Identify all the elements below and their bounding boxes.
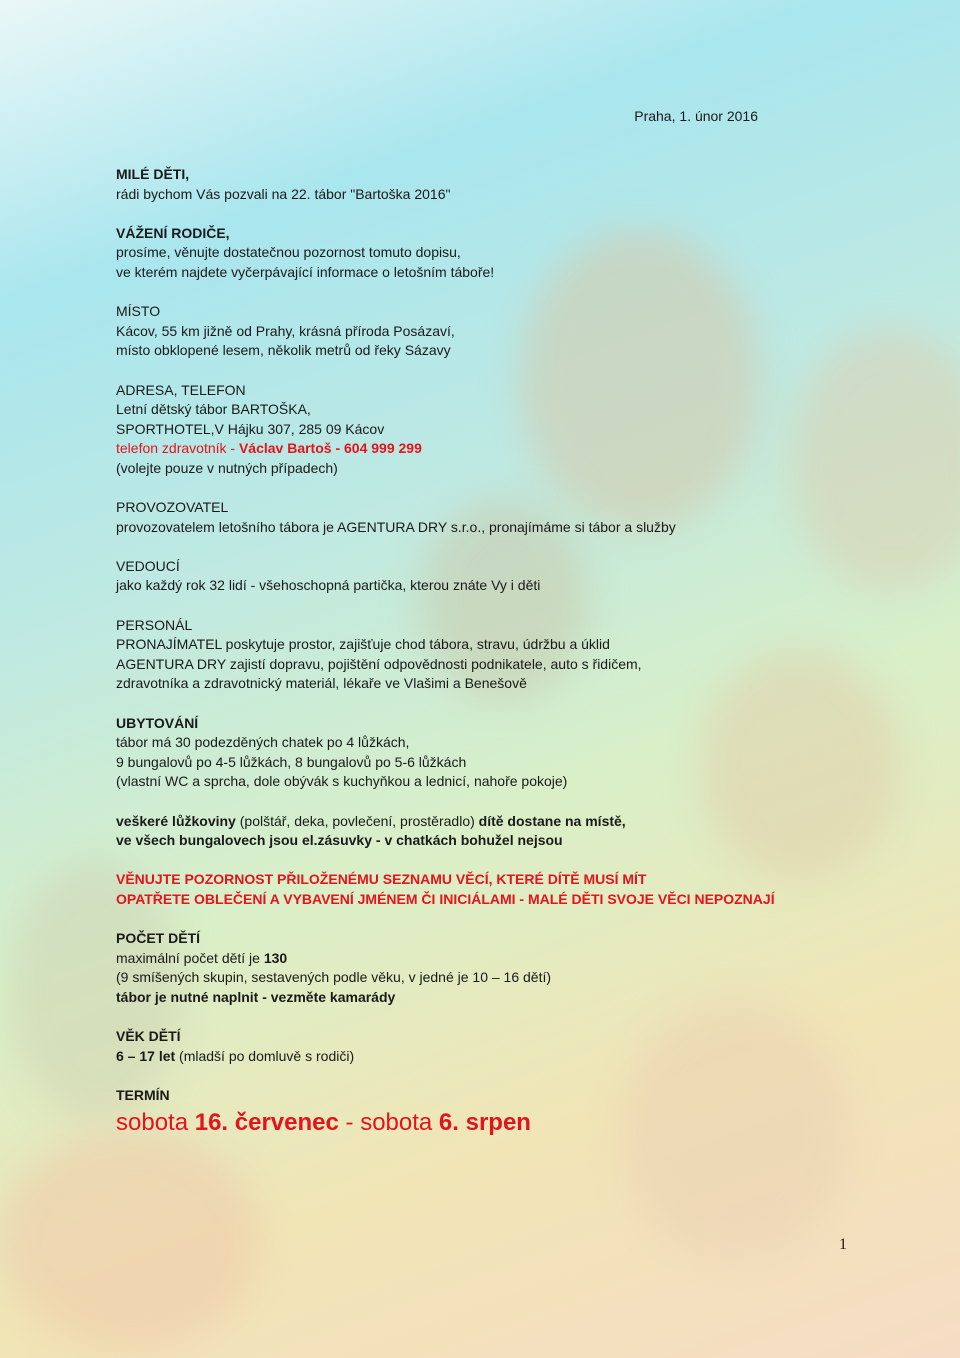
section-heading-adresa: ADRESA, TELEFON xyxy=(116,381,246,398)
face-shape xyxy=(0,1130,260,1350)
section-heading-vek: VĚK DĚTÍ xyxy=(116,1028,181,1045)
vek-range: 6 – 17 let xyxy=(116,1047,176,1064)
pocet-text: maximální počet dětí je xyxy=(116,949,264,966)
termin-dates xyxy=(116,1106,896,1140)
warning-line: VĚNUJTE POZORNOST PŘILOŽENÉMU SEZNAMU VĚCÍ, KTERÉ DÍTĚ MUSÍ MÍT xyxy=(116,871,647,888)
letter-date: Praha, 1. únor 2016 xyxy=(634,108,758,124)
pocet-line: (9 smíšených skupin, sestavených podle věku, v jedné je 10 – 16 dětí) xyxy=(116,969,552,986)
misto-line: Kácov, 55 km jižně od Prahy, krásná příroda Posázaví, xyxy=(116,322,455,339)
address-line: Letní dětský tábor BARTOŠKA, xyxy=(116,401,311,418)
section-heading-ubytovani: UBYTOVÁNÍ xyxy=(116,714,199,731)
parents-line: ve kterém najdete vyčerpávající informace o letošním táboře! xyxy=(116,263,495,280)
section-heading-termin: TERMÍN xyxy=(116,1086,170,1103)
ubytovani-line: (vlastní WC a sprcha, dole obývák s kuchyňkou a lednicí, nahoře pokoje) xyxy=(116,773,568,790)
section-heading-personal: PERSONÁL xyxy=(116,616,193,633)
personal-line: zdravotníka a zdravotnický materiál, lékaře ve Vlašimi a Benešově xyxy=(116,675,527,692)
vek-line xyxy=(116,1047,896,1067)
parents-heading: VÁŽENÍ RODIČE, xyxy=(116,224,230,241)
address-line: SPORTHOTEL,V Hájku 307, 285 09 Kácov xyxy=(116,420,385,437)
pocet-line: tábor je nutné naplnit - vezměte kamarády xyxy=(116,988,396,1005)
sockets-line: ve všech bungalovech jsou el.zásuvky - v chatkách bohužel nejsou xyxy=(116,832,563,849)
bedding-bold: dítě dostane na místě, xyxy=(478,812,626,829)
vek-note: (mladší po domluvě s rodiči) xyxy=(175,1047,355,1064)
misto-line: místo obklopené lesem, několik metrů od řeky Sázavy xyxy=(116,342,451,359)
ubytovani-line: tábor má 30 podezděných chatek po 4 lůžkách, xyxy=(116,734,410,751)
warning-line: OPATŘETE OBLEČENÍ A VYBAVENÍ JMÉNEM ČI INICIÁLAMI - MALÉ DĚTI SVOJE VĚCI NEPOZNAJÍ xyxy=(116,890,775,907)
termin-text: sobota xyxy=(116,1108,195,1136)
termin-date: 6. srpen xyxy=(438,1108,531,1136)
section-heading-vedouci: VEDOUCÍ xyxy=(116,557,180,574)
phone-number: Václav Bartoš - 604 999 299 xyxy=(238,440,422,457)
pocet-line xyxy=(116,949,896,969)
vedouci-text: jako každý rok 32 lidí - všehoschopná partička, kterou znáte Vy i děti xyxy=(116,577,541,594)
phone-note: (volejte pouze v nutných případech) xyxy=(116,459,338,476)
bedding-text: (polštář, deka, povlečení, prostěradlo) xyxy=(235,812,479,829)
section-heading-pocet: POČET DĚTÍ xyxy=(116,930,201,947)
termin-text: - sobota xyxy=(338,1108,439,1136)
page-number: 1 xyxy=(839,1236,847,1253)
section-heading-provozovatel: PROVOZOVATEL xyxy=(116,499,229,516)
ubytovani-line: 9 bungalovů po 4-5 lůžkách, 8 bungalovů po 5-6 lůžkách xyxy=(116,753,467,770)
personal-line: AGENTURA DRY zajistí dopravu, pojištění odpovědnosti podnikatele, auto s řidičem, xyxy=(116,655,642,672)
pocet-number: 130 xyxy=(263,949,288,966)
phone-line xyxy=(116,439,896,459)
personal-line: PRONAJÍMATEL poskytuje prostor, zajišťuje chod tábora, stravu, údržbu a úklid xyxy=(116,636,610,653)
provozovatel-text: provozovatelem letošního tábora je AGENTURA DRY s.r.o., pronajímáme si tábor a služby xyxy=(116,518,676,535)
parents-line: prosíme, věnujte dostatečnou pozornost tomuto dopisu, xyxy=(116,244,461,261)
section-heading-misto: MÍSTO xyxy=(116,303,161,320)
kids-heading: MILÉ DĚTI, xyxy=(116,166,190,182)
bedding-line xyxy=(116,812,896,832)
termin-date: 16. červenec xyxy=(194,1108,339,1136)
phone-prefix: telefon zdravotník - xyxy=(116,440,239,457)
bedding-bold: veškeré lůžkoviny xyxy=(116,812,236,829)
letter-body xyxy=(116,165,896,1140)
kids-text: rádi bychom Vás pozvali na 22. tábor "Bartoška 2016" xyxy=(116,185,451,202)
